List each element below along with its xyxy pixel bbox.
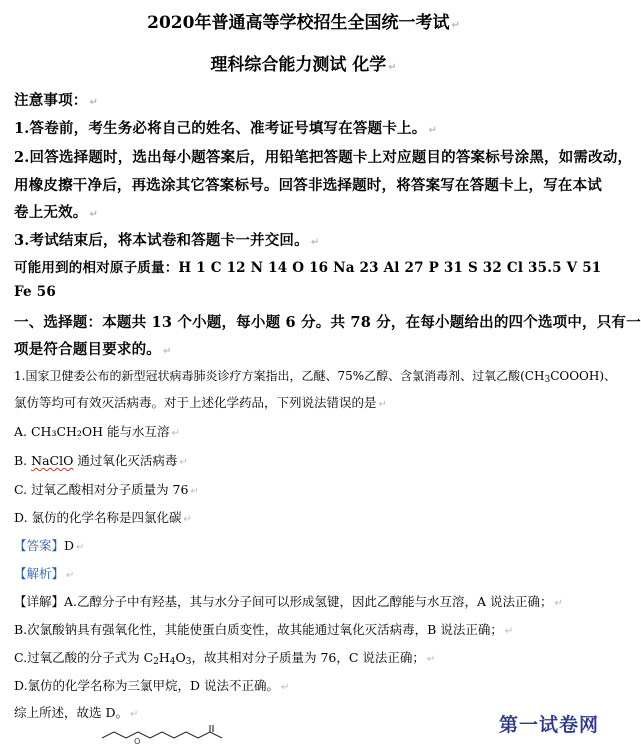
note-line-4: [14, 201, 601, 222]
exam-subtitle-text: 理科综合能力测试 化学: [210, 55, 387, 75]
question-stem-text: COOOH)、: [550, 369, 617, 383]
section-heading-text: 一、选择题：本题共 13 个小题，每小题 6 分。共 78 分，在每小题给出的四个选项中，只有一: [14, 314, 641, 331]
note-text: 1.答卷前，考生务必将自己的姓名、准考证号填写在答题卡上。: [14, 120, 427, 137]
detail-label: 【详解】: [14, 594, 65, 609]
detail-b-text: B.次氯酸钠具有强氧化性，其能使蛋白质变性，故其能通过氧化灭活病毒，B 说法正确；: [14, 622, 503, 637]
paragraph-mark: ↵: [76, 542, 85, 553]
molecule-structure-icon: [100, 724, 250, 745]
detail-d-text: D.氯仿的化学名称为三氯甲烷，D 说法不正确。: [14, 678, 280, 693]
answer-line: [14, 536, 601, 554]
detail-line-b: [14, 620, 601, 638]
option-d-text: D. 氯仿的化学名称是四氯化碳: [14, 510, 182, 525]
paragraph-mark: ↵: [281, 682, 290, 693]
detail-c-text: H: [158, 650, 170, 665]
section-heading-line-1: [14, 311, 641, 332]
question-stem-text: 1.国家卫健委公布的新型冠状病毒肺炎诊疗方案指出，乙醚、75%乙醇、含氯消毒剂、过氧乙酸(CH: [14, 369, 545, 383]
paragraph-mark: ↵: [378, 399, 387, 410]
note-text: 卷上无效。: [14, 204, 88, 221]
note-line-1: [14, 117, 601, 138]
exam-title: [0, 8, 607, 33]
paragraph-mark: ↵: [504, 626, 514, 637]
detail-line-d: [14, 676, 601, 694]
note-line-2: [14, 146, 633, 167]
detail-c-text: C.过氧乙酸的分子式为 C: [14, 650, 154, 665]
detail-line-a: [14, 592, 601, 610]
note-text: 3.考试结束后，将本试卷和答题卡一并交回。: [14, 232, 309, 249]
detail-c-text: O: [175, 650, 186, 665]
atomic-masses-text: 可能用到的相对原子质量：H 1 C 12 N 14 O 16 Na 23 Al 27 P 31 S 32 Cl 35.5 V 51: [14, 260, 602, 276]
detail-c-text: ，故其相对分子质量为 76，C 说法正确；: [191, 650, 425, 665]
subscript: 4: [169, 657, 176, 667]
paragraph-mark: ↵: [554, 598, 563, 609]
svg-text:O: O: [134, 737, 141, 745]
atomic-masses-line-2: [14, 284, 601, 300]
answer-label: 【答案】: [14, 538, 65, 553]
exam-title-text: 2020年普通高等学校招生全国统一考试: [147, 13, 450, 33]
section-heading-line-2: [14, 338, 601, 359]
option-b-prefix: B.: [14, 453, 32, 468]
paragraph-mark: ↵: [183, 514, 192, 525]
paragraph-mark: ↵: [426, 654, 436, 665]
option-c: [14, 480, 601, 498]
paragraph-mark: ↵: [179, 457, 188, 468]
option-a: [14, 422, 601, 440]
watermark-logo: 第一试卷网: [498, 714, 599, 736]
atomic-masses-text: Fe 56: [14, 284, 56, 300]
note-line-5: [14, 229, 601, 250]
paragraph-mark: ↵: [130, 709, 139, 720]
option-c-text: C. 过氧乙酸相对分子质量为 76: [14, 482, 189, 497]
paragraph-mark: ↵: [310, 237, 320, 248]
note-text: 2.回答选择题时，选出每小题答案后，用铅笔把答题卡上对应题目的答案标号涂黑，如需改动，: [14, 149, 633, 166]
option-b: [14, 451, 601, 469]
note-text: 用橡皮擦干净后，再选涂其它答案标号。回答非选择题时，将答案写在答题卡上，写在本试: [14, 177, 602, 194]
analysis-label: 【解析】: [14, 566, 65, 581]
paragraph-mark: ↵: [451, 20, 460, 31]
paragraph-mark: ↵: [89, 209, 99, 220]
option-b-text: 通过氧化灭活病毒: [73, 453, 178, 468]
subscript: 3: [544, 375, 551, 385]
notice-heading: [14, 89, 601, 110]
analysis-line: [14, 564, 601, 582]
paragraph-mark: ↵: [66, 570, 75, 581]
note-line-3: [14, 174, 601, 195]
question-stem-text: 氯仿等均可有效灭活病毒。对于上述化学药品，下列说法错误的是: [14, 395, 377, 410]
paragraph-mark: ↵: [171, 428, 180, 439]
option-b-formula: NaClO: [31, 453, 74, 468]
question-stem-line-2: [14, 393, 601, 411]
paragraph-mark: ↵: [89, 97, 99, 108]
option-d: [14, 508, 601, 526]
paragraph-mark: ↵: [428, 125, 438, 136]
notice-heading-text: 注意事项：: [14, 92, 88, 109]
subscript: 3: [185, 657, 192, 667]
atomic-masses-line-1: [14, 256, 601, 276]
section-heading-text: 项是符合题目要求的。: [14, 341, 161, 358]
conclusion-text: 综上所述，故选 D。: [14, 705, 128, 720]
option-a-text: A. CH₃CH₂OH 能与水互溶: [14, 424, 170, 439]
paragraph-mark: ↵: [190, 486, 199, 497]
detail-a-text: A.乙醇分子中有羟基，其与水分子间可以形成氢键，因此乙醇能与水互溶，A 说法正确；: [64, 594, 553, 609]
exam-subtitle: [0, 50, 607, 75]
detail-line-c: [14, 648, 601, 667]
paragraph-mark: ↵: [163, 346, 172, 357]
paragraph-mark: ↵: [388, 62, 397, 73]
question-stem-line-1: [14, 367, 617, 385]
answer-value: D: [64, 538, 75, 553]
subscript: 2: [153, 657, 159, 667]
